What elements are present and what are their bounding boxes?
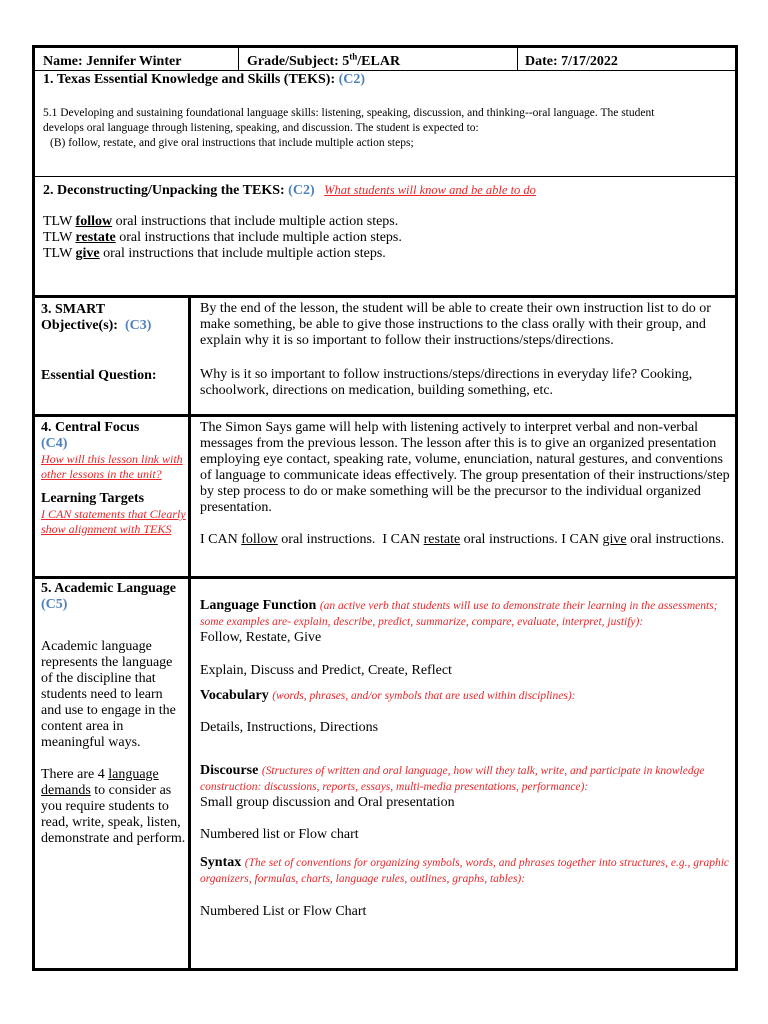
unpack-heading (43, 182, 733, 199)
focus-code: (C4) (41, 436, 68, 451)
ican-1-verb: follow (241, 532, 278, 547)
vocab-value: Details, Instructions, Directions (200, 720, 379, 735)
name-value: Jennifer Winter (86, 54, 182, 69)
demands-b: to consider as you require students to read, write, speak, listen, demonstrate and perform. (41, 783, 186, 846)
unpack-note (324, 183, 536, 197)
discourse-value-2: Numbered list or Flow chart (200, 827, 359, 842)
ican-1-post: oral instructions. (281, 532, 376, 547)
unpack-line-1-pre: TLW (43, 214, 73, 229)
essential-question-label (41, 368, 186, 384)
date-label: Date: (525, 54, 558, 69)
teks-line-3: (B) follow, restate, and give oral instructions that include multiple action steps; (50, 137, 414, 149)
header-name (43, 54, 243, 70)
smart-heading-2: Objective(s): (41, 318, 118, 333)
ican-2-verb: restate (423, 532, 461, 547)
vocab-note: (words, phrases, and/or symbols that are used within disciplines): (272, 690, 576, 702)
smart-rule (35, 414, 735, 417)
academic-heading: 5. Academic Language (41, 581, 176, 596)
grade-value: 5 (342, 54, 350, 69)
ican-3-verb: give (602, 532, 627, 547)
focus-prompt: How will this lesson link with other lessons in the unit? (41, 452, 183, 481)
academic-desc: Academic language represents the language of the discipline that students need to learn and use to engage in the content area in meaningful ways. (41, 639, 176, 750)
unpack-lines (43, 214, 733, 262)
unpack-code: (C2) (288, 183, 315, 198)
vocab-label: Vocabulary (200, 688, 269, 703)
unpack-line-3-verb: give (75, 246, 100, 261)
lesson-plan-document (32, 45, 738, 971)
unpack-line-3 (43, 246, 733, 262)
grade-label: Grade/Subject: (247, 54, 339, 69)
unpack-note-know: know (419, 183, 446, 197)
date-value: 7/17/2022 (561, 54, 618, 69)
teks-line-1: 5.1 Developing and sustaining foundational language skills: listening, speaking, discussion, and thinking--oral language. The student (43, 107, 655, 119)
unpack-line-1 (43, 214, 733, 230)
grade-subject: /ELAR (357, 54, 401, 69)
header-divider-1 (238, 48, 239, 71)
smart-label-cell (41, 302, 186, 334)
unpack-line-2-verb: restate (75, 230, 116, 245)
unpack-note-b: and (449, 183, 468, 197)
teks-standard (43, 106, 733, 151)
header-grade (247, 51, 517, 70)
teks-heading-text: 1. Texas Essential Knowledge and Skills (TEKS): (43, 72, 336, 87)
essential-question-text (200, 367, 730, 399)
targets-label: Learning Targets (41, 491, 145, 506)
unpack-line-2 (43, 230, 733, 246)
discourse-block (200, 763, 732, 795)
ican-3-post: oral instructions. (630, 532, 725, 547)
unpack-line-1-verb: follow (75, 214, 113, 229)
smart-heading: 3. SMART (41, 302, 106, 317)
focus-heading: 4. Central Focus (41, 420, 140, 435)
targets-prompt: I CAN statements that Clearly show alignment with TEKS (41, 507, 186, 536)
academic-content-cell (200, 598, 732, 920)
smart-objective-text (200, 301, 730, 349)
unpack-line-3-pre: TLW (43, 246, 73, 261)
ican-2-post: oral instructions. (463, 532, 558, 547)
syntax-block (200, 855, 732, 887)
focus-label-cell (41, 420, 186, 537)
function-label: Language Function (200, 598, 317, 613)
left-column-divider (188, 298, 191, 971)
discourse-label: Discourse (200, 763, 259, 778)
smart-code: (C3) (124, 318, 152, 333)
teks-code: (C2) (338, 72, 366, 87)
function-block (200, 598, 732, 630)
function-value-2: Explain, Discuss and Predict, Create, Reflect (200, 663, 452, 678)
academic-demands (41, 767, 186, 847)
eq-label: Essential Question: (41, 368, 157, 383)
academic-code: (C5) (41, 597, 68, 612)
unpack-note-able: be able to do (471, 183, 536, 197)
discourse-value-1: Small group discussion and Oral presentation (200, 795, 455, 810)
function-note: (an active verb that students will use to demonstrate their learning in the assessments; some examples are- explain, describe, predict, summarize, compare, evaluate, interpret, justify): (200, 600, 718, 628)
function-value-1: Follow, Restate, Give (200, 630, 322, 645)
unpack-heading-text: 2. Deconstructing/Unpacking the TEKS: (43, 183, 285, 198)
academic-label-cell (41, 581, 186, 847)
discourse-note: (Structures of written and oral language, how will they talk, write, and participate in knowledge construction: discussions, reports, essays, multi-media presentations, performance): (200, 765, 705, 793)
unpack-rule (35, 295, 735, 298)
syntax-note: (The set of conventions for organizing symbols, words, and phrases together into structures, e.g., graphic organizers, formulas, charts, language rules, outlines, graphs, tables): (200, 857, 729, 885)
smart-objective: By the end of the lesson, the student will be able to create their own instruction list to do or make something, be able to give those instructions to the class orally with their group, and explain why it is so important to follow their instructions/steps/directions. (200, 301, 711, 348)
header-date (525, 54, 725, 70)
ican-2-pre: I CAN (382, 532, 421, 547)
focus-text: The Simon Says game will help with listening actively to interpret verbal and non-verbal messages from the previous lesson. The lesson after this is to give an organized presentation employing eye contact, speaking rate, volume, enunciation, natural gestures, and conventions of language to communicate ideas effectively. The group presentation of their instructions/step by step process to do or make something will be the precursor to the individual organized presentation. (200, 420, 730, 515)
header-rule (35, 70, 735, 71)
teks-line-2: develops oral language through listening, speaking, and discussion. The student is expected to: (43, 122, 479, 134)
unpack-line-3-post: oral instructions that include multiple action steps. (103, 246, 386, 261)
name-label: Name: (43, 54, 83, 69)
unpack-note-a: What students will (324, 183, 417, 197)
demands-a: There are 4 (41, 767, 105, 782)
teks-heading (43, 72, 723, 88)
ican-line (200, 532, 732, 548)
syntax-label: Syntax (200, 855, 242, 870)
grade-sup: th (349, 51, 358, 62)
ican-3-pre: I CAN (561, 532, 600, 547)
header-divider-2 (517, 48, 518, 71)
ican-1-pre: I CAN (200, 532, 238, 547)
unpack-line-2-pre: TLW (43, 230, 73, 245)
teks-rule (35, 176, 735, 177)
unpack-line-1-post: oral instructions that include multiple action steps. (115, 214, 399, 229)
focus-text-cell (200, 420, 732, 548)
vocab-block (200, 688, 732, 704)
eq-text: Why is it so important to follow instructions/steps/directions in everyday life? Cooking, schoolwork, directions on medication, building something, etc. (200, 367, 693, 398)
focus-rule (35, 576, 735, 579)
syntax-value: Numbered List or Flow Chart (200, 904, 367, 919)
unpack-line-2-post: oral instructions that include multiple action steps. (119, 230, 402, 245)
demands-u: language demands (41, 767, 159, 798)
